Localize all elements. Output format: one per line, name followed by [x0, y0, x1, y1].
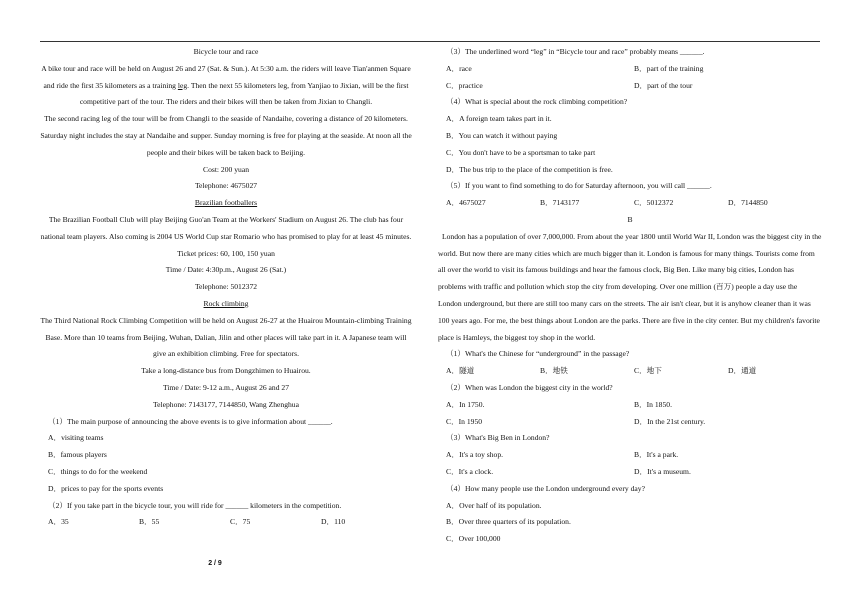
options-row: [40, 514, 412, 531]
passage-paragraph: The Third National Rock Climbing Competition will be held on August 26-27 at the Huairou Mountain-climbing Training Base. More than 10 teams from Beijing, Wuhan, Dalian, Jilin and other places will take part in it. A Japanese team will give an exhibition climbing. Free for spectators.: [40, 315, 412, 359]
option[interactable]: C．In 1950: [446, 416, 483, 426]
option[interactable]: C．You don't have to be a sportsman to take part: [446, 147, 596, 157]
time-line: Time / Date: 9-12 a.m., August 26 and 27: [162, 382, 290, 392]
option[interactable]: A．4675027: [446, 198, 486, 208]
question: （4）How many people use the London underground every day?: [446, 483, 645, 493]
options-row: [438, 464, 822, 481]
option[interactable]: B．In 1850.: [634, 399, 672, 409]
question: （5）If you want to find something to do for Saturday afternoon, you will call ______.: [446, 181, 712, 191]
option[interactable]: C．75: [230, 517, 251, 527]
options-row: [438, 61, 822, 78]
cost-line: Cost: 200 yuan: [203, 164, 249, 174]
question: （4）What is special about the rock climbing competition?: [446, 97, 628, 107]
left-column: [40, 44, 412, 531]
ticket-line: Ticket prices: 60, 100, 150 yuan: [177, 248, 275, 258]
passage-paragraph: London has a population of over 7,000,000. From about the year 1800 until World War II, London was the biggest city in the world. But now there are many cities which are much bigger than it. London is famous for many things. Tourists come from all over the world to visit its famous buildings and hear the famous clock, Big Ben. Like many big cities, London has problems with traffic and pollution which stop the city from developing. Over one million (百万) people a day use the London underground, but there are still too many cars on the streets. The air isn't clear, but it is anyhow cleaner than it was 100 years ago. For me, the best things about London are the parks. There are five in the city center. But my children's favorite place is Hamleys, the biggest toy shop in the world.: [438, 231, 822, 342]
option[interactable]: B．part of the training: [634, 63, 704, 73]
option[interactable]: B．7143177: [540, 198, 580, 208]
option[interactable]: B．地铁: [540, 366, 568, 376]
header-rule: [40, 41, 820, 42]
option[interactable]: B．55: [139, 517, 160, 527]
option[interactable]: D．part of the tour: [634, 80, 693, 90]
option[interactable]: B．famous players: [48, 450, 107, 460]
option[interactable]: D．110: [321, 517, 346, 527]
option[interactable]: A．35: [48, 517, 69, 527]
option[interactable]: D．In the 21st century.: [634, 416, 706, 426]
option[interactable]: A．Over half of its population.: [446, 500, 542, 510]
passage-paragraph: The Brazilian Football Club will play Beijing Guo'an Team at the Workers' Stadium on August 26. The club has four national team players. Also coming is 2004 US World Cup star Romario who has promised to play for at least 45 minutes.: [40, 214, 412, 241]
option[interactable]: B．It's a park.: [634, 450, 679, 460]
telephone-line: Telephone: 7143177, 7144850, Wang Zhenghua: [153, 399, 299, 409]
passage-label: B: [627, 214, 633, 224]
question: （2）If you take part in the bicycle tour, you will ride for ______ kilometers in the competition.: [48, 500, 342, 510]
telephone-line: Telephone: 5012372: [194, 282, 258, 292]
question: （1）The main purpose of announcing the above events is to give information about ______.: [48, 416, 333, 426]
option[interactable]: B．Over three quarters of its population.: [446, 517, 571, 527]
option[interactable]: C．things to do for the weekend: [48, 466, 148, 476]
options-row: [438, 363, 822, 380]
passage-title: Bicycle tour and race: [193, 47, 259, 56]
option[interactable]: A．In 1750.: [446, 399, 485, 409]
page-number: 2 / 9: [208, 560, 222, 567]
question: （3）The underlined word “leg” in “Bicycle tour and race” probably means ______.: [446, 47, 705, 56]
options-row: [438, 414, 822, 431]
option[interactable]: D．prices to pay for the sports events: [48, 483, 164, 493]
option[interactable]: D．通道: [728, 366, 757, 376]
options-row: [438, 447, 822, 464]
telephone-line: Telephone: 4675027: [194, 181, 258, 191]
question: （3）What's Big Ben in London?: [446, 433, 550, 443]
right-column: [438, 44, 822, 548]
option[interactable]: A．visiting teams: [48, 433, 104, 443]
option[interactable]: A．race: [446, 63, 472, 73]
option[interactable]: D．The bus trip to the place of the competition is free.: [446, 164, 613, 174]
option[interactable]: C．地下: [634, 366, 662, 376]
option[interactable]: C．5012372: [634, 198, 674, 208]
option[interactable]: B．You can watch it without paying: [446, 130, 558, 140]
option[interactable]: C．It's a clock.: [446, 466, 494, 476]
bus-line: Take a long-distance bus from Dongzhimen to Huairou.: [141, 366, 311, 376]
options-row: [438, 78, 822, 95]
option[interactable]: D．7144850: [728, 198, 768, 208]
option[interactable]: A．It's a toy shop.: [446, 450, 504, 460]
section-title: Rock climbing: [203, 298, 249, 308]
options-row: [438, 195, 822, 212]
question: （1）What's the Chinese for “underground” in the passage?: [446, 349, 630, 359]
option[interactable]: A．A foreign team takes part in it.: [446, 114, 552, 124]
question: （2）When was London the biggest city in the world?: [446, 382, 613, 392]
section-title: Brazilian footballers: [194, 198, 258, 208]
passage-paragraph: A bike tour and race will be held on August 26 and 27 (Sat. & Sun.). At 5:30 a.m. the riders will leave Tian'anmen Square and ride the first 35 kilometers as a training leg. Then the next 55 kilometers leg, from Yanjiao to Jixian, will be the first competitive part of the tour. The riders and their bikes will then be taken from Jixian to Changli.: [41, 63, 411, 107]
underlined-word: leg: [177, 80, 188, 90]
option[interactable]: C．practice: [446, 80, 483, 90]
option[interactable]: A．隧道: [446, 366, 475, 376]
option[interactable]: D．It's a museum.: [634, 466, 691, 476]
option[interactable]: C．Over 100,000: [446, 534, 501, 544]
passage-paragraph: The second racing leg of the tour will be from Changli to the seaside of Nandaihe, covering a distance of 20 kilometers. Saturday night includes the stay at Nandaihe and supper. Sunday morning is free for playing at the seaside. At noon all the people and their bikes will be taken back to Beijing.: [40, 114, 412, 157]
time-line: Time / Date: 4:30p.m., August 26 (Sat.): [165, 265, 287, 275]
options-row: [438, 397, 822, 414]
